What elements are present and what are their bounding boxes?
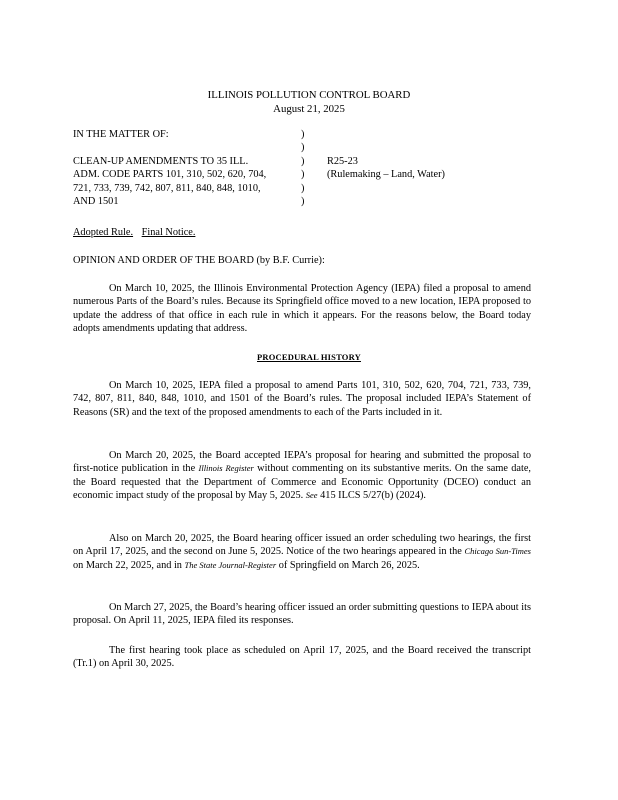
opinion-heading: OPINION AND ORDER OF THE BOARD (by B.F. Currie): xyxy=(73,255,325,266)
caption-line: CLEAN-UP AMENDMENTS TO 35 ILL. xyxy=(73,155,249,167)
case-caption: IN THE MATTER OF: ) ) CLEAN-UP AMENDMENTS TO 35 ILL. ) R25-23 ADM. CODE PARTS 101, 310, 502, 620, 704, ) (Rulemaking – Land, Water) 721, 733, 739, 742, 807, 811, 840, 848, 1010, ) AND 1501 ) xyxy=(73,128,553,208)
paragraph-filing: On March 10, 2025, IEPA filed a proposal to amend Parts 101, 310, 502, 620, 704, 721, 733, 739, 742, 807, 811, 840, 848, 1010, and 1501 of the Board’s rules. The proposal included IEPA’s Statement of Reasons (SR) and the text of the proposed amendments to each of the Parts included in it. xyxy=(73,380,531,418)
final-notice-label: Final Notice. xyxy=(141,227,196,238)
board-name: ILLINOIS POLLUTION CONTROL BOARD xyxy=(207,89,411,101)
caption-matter: IN THE MATTER OF: xyxy=(73,129,169,140)
caption-line: AND 1501 xyxy=(73,195,119,207)
caption-line: 721, 733, 739, 742, 807, 811, 840, 848, 1010, xyxy=(73,182,261,194)
paragraph-questions: On March 27, 2025, the Board’s hearing officer issued an order submitting questions to IEPA about its proposal. On April 11, 2025, IEPA filed its responses. xyxy=(73,602,531,627)
paragraph-first-notice: On March 20, 2025, the Board accepted IEPA’s proposal for hearing and submitted the proposal to first-notice publication in the Illinois Register without commenting on its substantive merits. On the same date, the Board requested that the Department of Commerce and Economic Opportunity (DCEO) conduct an economic impact study of the proposal by May 5, 2025. See 415 ILCS 5/27(b) (2024). xyxy=(73,450,531,502)
caption-line: ADM. CODE PARTS 101, 310, 502, 620, 704, xyxy=(73,169,267,181)
paragraph-intro: On March 10, 2025, the Illinois Environmental Protection Agency (IEPA) filed a proposal to amend numerous Parts of the Board’s rules. Because its Springfield office moved to a new location, IEPA proposed to update the address of that office in each rule in which it appears. For the reasons below, the Board today adopts amendments updating that address. xyxy=(73,283,531,335)
notice-line xyxy=(73,226,195,239)
docket-number: R25-23 xyxy=(327,155,358,167)
section-heading: PROCEDURAL HISTORY xyxy=(257,352,361,362)
docket-type: (Rulemaking – Land, Water) xyxy=(327,169,445,181)
adopted-rule-label: Adopted Rule. xyxy=(73,227,134,238)
document-header xyxy=(0,88,618,116)
paragraph-hearings: Also on March 20, 2025, the Board hearing officer issued an order scheduling two hearings, the first on April 17, 2025, and the second on June 5, 2025. Notice of the two hearings appeared in the Chicago Sun-Times on March 22, 2025, and in The State Journal-Register of Springfield on March 26, 2025. xyxy=(73,533,531,571)
document-date: August 21, 2025 xyxy=(273,103,345,116)
paragraph-first-hearing: The first hearing took place as scheduled on April 17, 2025, and the Board received the transcript (Tr.1) on April 30, 2025. xyxy=(73,645,531,670)
